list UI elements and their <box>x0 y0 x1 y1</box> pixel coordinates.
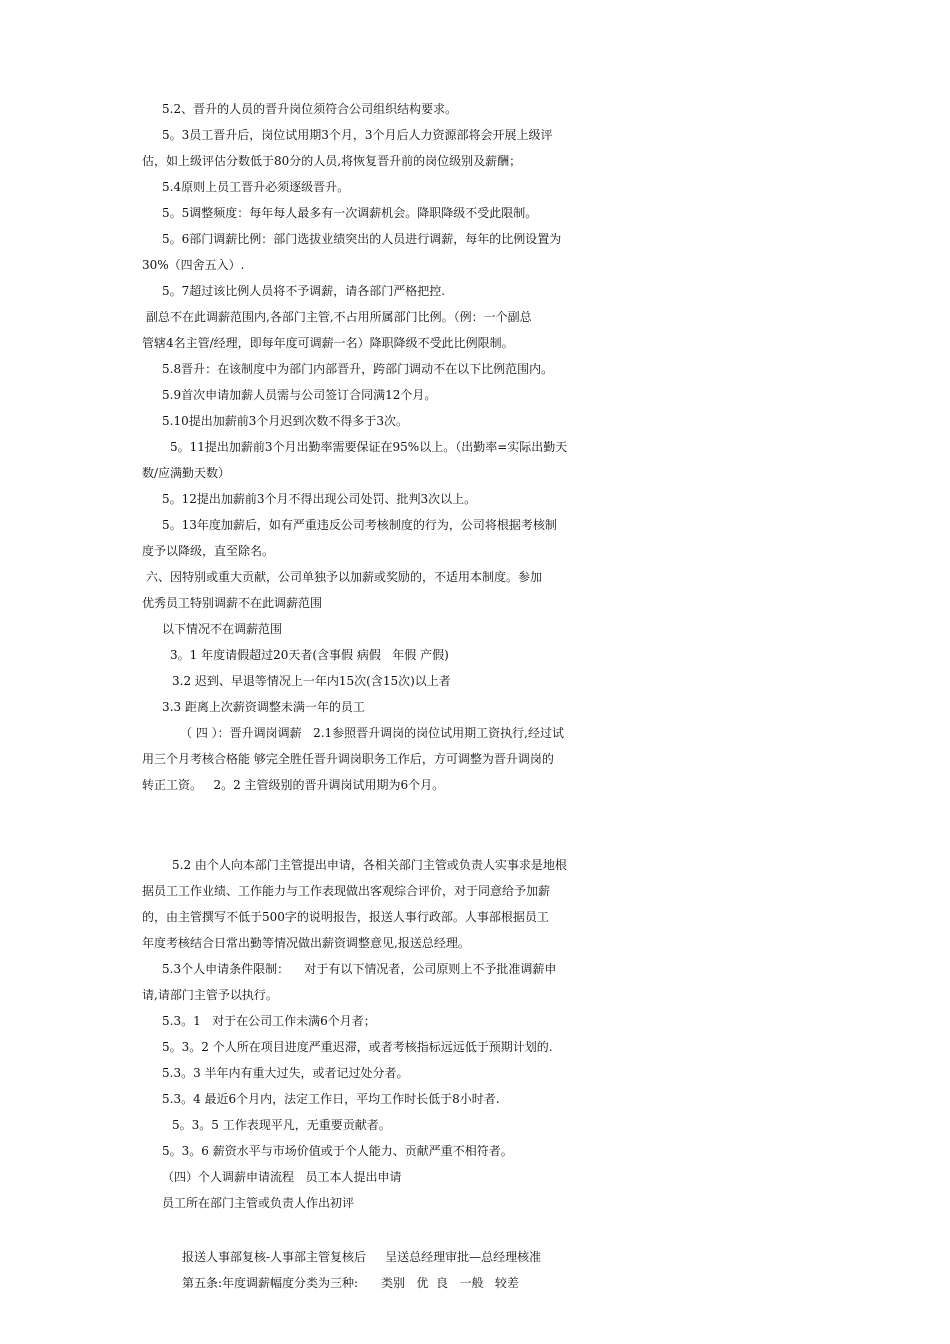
paragraph-line: 的，由主管撰写不低于500字的说明报告，报送人事行政部。人事部根据员工 <box>142 910 549 924</box>
paragraph-line: 5。7超过该比例人员将不予调薪，请各部门严格把控. <box>162 284 446 298</box>
paragraph-line: 以下情况不在调薪范围 <box>162 622 283 636</box>
paragraph-line: 六、因特别或重大贡献，公司单独予以加薪或奖励的，不适用本制度。参加 <box>146 570 543 584</box>
paragraph-line: 5。12提出加薪前3个月不得出现公司处罚、批判3次以上。 <box>162 492 477 506</box>
paragraph-line: 据员工工作业绩、工作能力与工作表现做出客观综合评价，对于同意给予加薪 <box>142 884 551 898</box>
paragraph-line: 优秀员工特别调薪不在此调薪范围 <box>142 596 323 610</box>
paragraph-line: 5.2、晋升的人员的晋升岗位须符合公司组织结构要求。 <box>162 102 458 116</box>
paragraph-line: 5.3。4 最近6个月内，法定工作日，平均工作时长低于8小时者. <box>162 1092 500 1106</box>
paragraph-line: 报送人事部复核-人事部主管复核后 呈送总经理审批—总经理核准 <box>182 1250 542 1264</box>
paragraph-line: 5。11提出加薪前3个月出勤率需要保证在95%以上。（出勤率=实际出勤天 <box>170 440 568 454</box>
paragraph-line: （ 四 ）：晋升调岗调薪 2.1参照晋升调岗的岗位试用期工资执行,经过试 <box>180 726 564 740</box>
paragraph-line: 5.9首次申请加薪人员需与公司签订合同满12个月。 <box>162 388 437 402</box>
paragraph-line: 请,请部门主管予以执行。 <box>142 988 278 1002</box>
paragraph-line: （四）个人调薪申请流程 员工本人提出申请 <box>162 1170 402 1184</box>
paragraph-line: 副总不在此调薪范围内,各部门主管,不占用所属部门比例。（例：一个副总 <box>146 310 532 324</box>
paragraph-line: 第五条:年度调薪幅度分类为三种: 类别 优 良 一般 较差 <box>182 1276 519 1290</box>
paragraph-line: 5.3。1 对于在公司工作未满6个月者； <box>162 1014 376 1028</box>
paragraph-line: 5。3。5 工作表现平凡，无重要贡献者。 <box>172 1118 391 1132</box>
paragraph-line: 5.3个人申请条件限制： 对于有以下情况者，公司原则上不予批准调薪申 <box>162 962 557 976</box>
paragraph-line: 员工所在部门主管或负责人作出初评 <box>162 1196 355 1210</box>
paragraph-line: 3.2 迟到、早退等情况上一年内15次(含15次)以上者 <box>172 674 451 688</box>
paragraph-line: 5.10提出加薪前3个月迟到次数不得多于3次。 <box>162 414 408 428</box>
paragraph-line: 5。5调整频度：每年每人最多有一次调薪机会。降职降级不受此限制。 <box>162 206 538 220</box>
paragraph-line: 5。13年度加薪后，如有严重违反公司考核制度的行为，公司将根据考核制 <box>162 518 557 532</box>
paragraph-line: 估，如上级评估分数低于80分的人员,将恢复晋升前的岗位级别及薪酬； <box>142 154 522 168</box>
paragraph-line: 5.3。3 半年内有重大过失，或者记过处分者。 <box>162 1066 409 1080</box>
paragraph-line: 用三个月考核合格能 够完全胜任晋升调岗职务工作后，方可调整为晋升调岗的 <box>142 752 554 766</box>
paragraph-line: 转正工资。 2。2 主管级别的晋升调岗试用期为6个月。 <box>142 778 445 792</box>
paragraph-line: 度予以降级，直至除名。 <box>142 544 275 558</box>
paragraph-line: 管辖4名主管/经理，即每年度可调薪一名）降职降级不受此比例限制。 <box>142 336 514 350</box>
paragraph-line: 5.2 由个人向本部门主管提出申请，各相关部门主管或负责人实事求是地根 <box>172 858 567 872</box>
paragraph-line: 5。3。2 个人所在项目进度严重迟滞，或者考核指标远远低于预期计划的. <box>162 1040 553 1054</box>
paragraph-line: 5.8晋升：在该制度中为部门内部晋升，跨部门调动不在以下比例范围内。 <box>162 362 554 376</box>
paragraph-line: 数/应满勤天数） <box>142 466 231 480</box>
paragraph-line: 5.4原则上员工晋升必须逐级晋升。 <box>162 180 350 194</box>
paragraph-line: 3。1 年度请假超过20天者(含事假 病假 年假 产假) <box>170 648 449 662</box>
paragraph-line: 5。3员工晋升后，岗位试用期3个月，3个月后人力资源部将会开展上级评 <box>162 128 553 142</box>
paragraph-line: 5。6部门调薪比例：部门选拔业绩突出的人员进行调薪，每年的比例设置为 <box>162 232 562 246</box>
paragraph-line: 年度考核结合日常出勤等情况做出薪资调整意见,报送总经理。 <box>142 936 470 950</box>
paragraph-line: 5。3。6 薪资水平与市场价值或于个人能力、贡献严重不相符者。 <box>162 1144 513 1158</box>
paragraph-line: 3.3 距离上次薪资调整未满一年的员工 <box>162 700 365 714</box>
paragraph-line: 30%（四舍五入）. <box>142 258 245 272</box>
